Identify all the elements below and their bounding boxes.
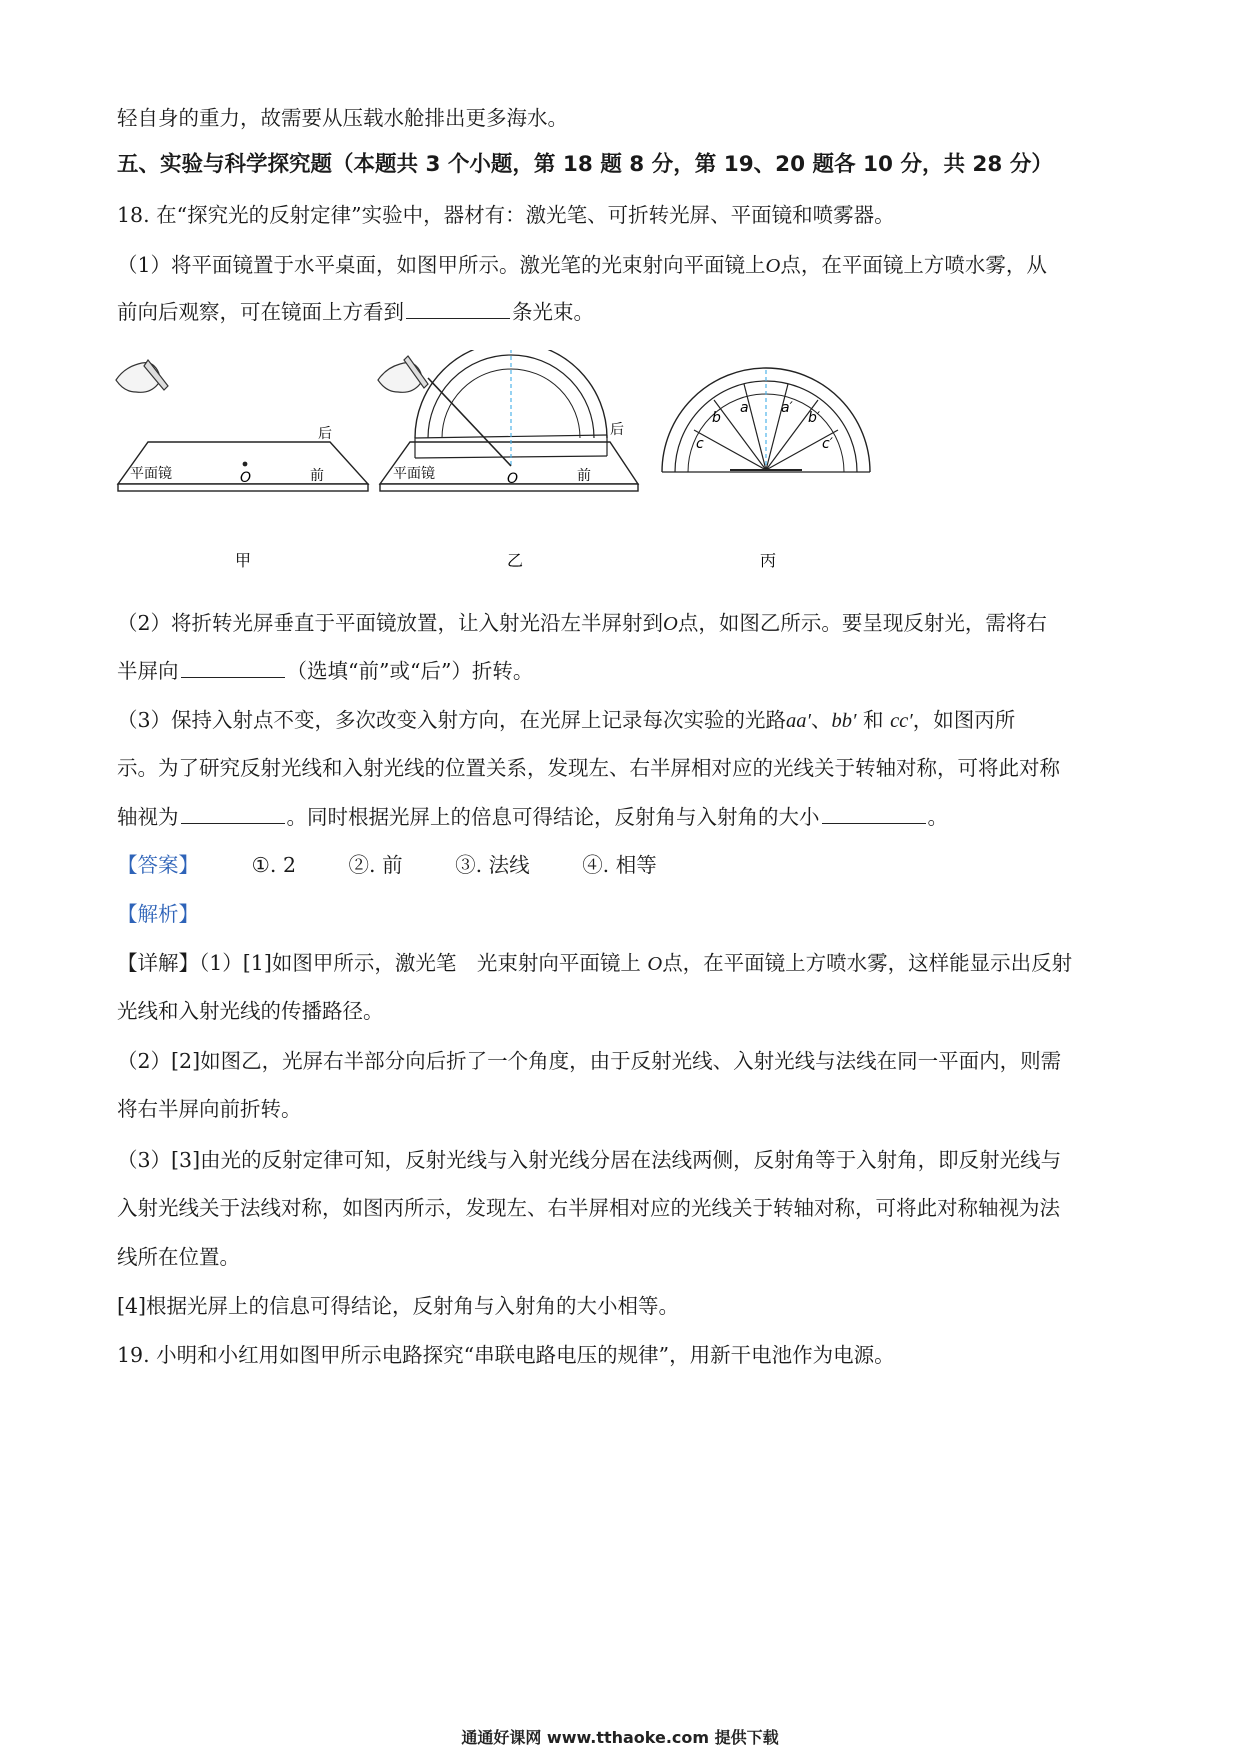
analysis-line: （2）[2]如图乙，光屏右半部分向后折了一个角度，由于反射光线、入射光线与法线在同一平面内，则需 — [117, 1049, 1062, 1073]
question-18-part1: （1）将平面镜置于水平桌面，如图甲所示。激光笔的光束射向平面镜上O点，在平面镜上方喷水雾，从 — [117, 253, 1047, 277]
figure-caption-yi: 乙 — [507, 551, 524, 570]
analysis-line: 光线和入射光线的传播路径。 — [117, 999, 384, 1023]
figure-caption-jia: 甲 — [235, 551, 252, 570]
analysis-line: （3）[3]由光的反射定律可知，反射光线与入射光线分居在法线两侧，反射角等于入射角，即反射光线与 — [117, 1148, 1062, 1172]
point-o-label: O — [507, 471, 519, 487]
front-label: 前 — [577, 468, 591, 484]
question-18-part2-cont: 半屏向 （选填“前”或“后”）折转。 — [117, 659, 534, 683]
figures-jia-yi-bing — [110, 350, 990, 590]
question-19-stem: 19. 小明和小红用如图甲所示电路探究“串联电路电压的规律”，用新干电池作为电源。 — [117, 1343, 895, 1367]
answer-item: ③. 法线 — [455, 853, 530, 877]
analysis-line: 将右半屏向前折转。 — [117, 1097, 302, 1121]
back-label: 后 — [610, 422, 624, 438]
answer-item: ②. 前 — [348, 853, 403, 877]
answer-blank — [406, 298, 510, 319]
question-18-stem: 18. 在“探究光的反射定律”实验中，器材有：激光笔、可折转光屏、平面镜和喷雾器。 — [117, 203, 895, 227]
question-18-part3-end: 轴视为 。同时根据光屏上的倍息可得结论，反射角与入射角的大小 。 — [117, 805, 948, 829]
text-line: 轻自身的重力，故需要从压载水舱排出更多海水。 — [117, 106, 568, 130]
figure-caption-bing: 丙 — [760, 551, 777, 570]
point-o — [243, 462, 248, 467]
analysis-line: 线所在位置。 — [117, 1245, 240, 1269]
question-18-part3: （3）保持入射点不变，多次改变入射方向，在光屏上记录每次实验的光路aa′、bb′ 和 cc′，如图丙所 — [117, 708, 1016, 732]
point-o-label: O — [240, 470, 252, 486]
hand-icon — [378, 356, 428, 392]
answer-blank — [181, 657, 285, 678]
back-label: 后 — [318, 426, 332, 442]
answer-label: 【答案】 — [117, 853, 199, 877]
ray-label: a — [740, 400, 749, 416]
analysis-line: [4]根据光屏上的信息可得结论，反射角与入射角的大小相等。 — [117, 1294, 680, 1318]
answer-blank — [181, 803, 285, 824]
front-label: 前 — [310, 468, 324, 484]
mirror-label: 平面镜 — [130, 466, 172, 482]
ray-label: c′ — [822, 436, 833, 452]
answer-blank — [822, 803, 926, 824]
question-18-part2: （2）将折转光屏垂直于平面镜放置，让入射光沿左半屏射到O点，如图乙所示。要呈现反射光，需将右 — [117, 611, 1047, 635]
answer-row — [117, 850, 1127, 880]
figure-jia — [116, 360, 368, 570]
ray-label: a′ — [781, 400, 793, 416]
page-footer: 通通好课网 www.tthaoke.com 提供下载 — [461, 1728, 779, 1747]
figure-bing — [662, 368, 870, 570]
question-18-part1-cont: 前向后观察，可在镜面上方看到 条光束。 — [117, 300, 594, 324]
figure-yi — [378, 350, 638, 570]
analysis-label: 【解析】 — [117, 902, 199, 926]
ray-label: b′ — [808, 410, 821, 426]
question-18-part3-cont: 示。为了研究反射光线和入射光线的位置关系，发现左、右半屏相对应的光线关于转轴对称，可将此对称 — [117, 756, 1060, 780]
analysis-line: 【详解】（1）[1]如图甲所示，激光笔 光束射向平面镜上 O点，在平面镜上方喷水雾，这样能显示出反射 — [117, 951, 1073, 975]
hand-icon — [116, 360, 168, 392]
ray-label: b — [712, 410, 721, 426]
section-heading: 五、实验与科学探究题（本题共 3 个小题，第 18 题 8 分，第 19、20 题各 10 分，共 28 分） — [117, 152, 1053, 177]
answer-item: ①. 2 — [251, 853, 296, 877]
ray-label: c — [696, 436, 704, 452]
analysis-line: 入射光线关于法线对称，如图丙所示，发现左、右半屏相对应的光线关于转轴对称，可将此对称轴视为法 — [117, 1196, 1060, 1220]
answer-item: ④. 相等 — [582, 853, 657, 877]
mirror-label: 平面镜 — [393, 466, 435, 482]
